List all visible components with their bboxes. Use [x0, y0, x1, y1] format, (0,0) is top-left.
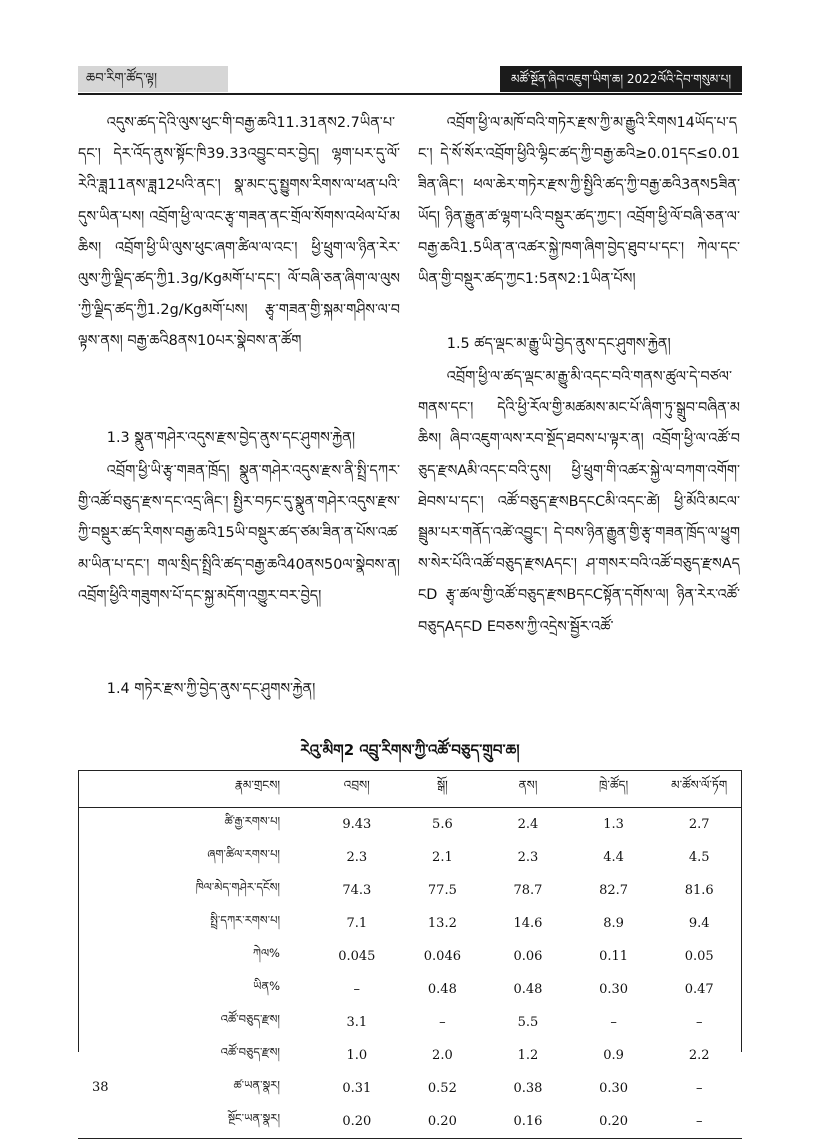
- section-title: ཆབ་རིག་ཚོད་ལྟ།: [78, 66, 228, 92]
- table-border-left: [78, 770, 79, 1052]
- table-row: [78, 841, 742, 874]
- row-label: སྔོང་ཡན་སྣར།: [78, 1105, 314, 1139]
- table-row: [78, 973, 742, 1006]
- table-cell: 5.5: [517, 1015, 539, 1030]
- table-cell: 0.11: [599, 949, 629, 964]
- column-header: སྒོ།: [400, 771, 486, 808]
- table-cell: 4.5: [688, 850, 710, 865]
- table-row: [78, 1105, 742, 1139]
- column-header: མ་ཚོས་ལོ་ཏོག: [656, 771, 742, 808]
- table-cell: –: [656, 1105, 742, 1139]
- table-cell: 2.2: [688, 1048, 710, 1063]
- table-row: [78, 1039, 742, 1072]
- table-cell: 13.2: [427, 916, 457, 931]
- table-row: [78, 940, 742, 973]
- table-cell: –: [439, 1015, 446, 1030]
- table-cell: 1.0: [346, 1048, 368, 1063]
- table-cell: 5.6: [432, 817, 453, 832]
- row-label: འཚོ་བཅུད་རྫས།: [220, 1012, 280, 1026]
- table-cell: 0.48: [513, 982, 543, 997]
- table-cell: 1.3: [603, 817, 624, 832]
- table-cell: 9.4: [688, 916, 710, 931]
- page-number: 38: [92, 1080, 109, 1095]
- section-heading: 1.5 ཚད་ལྡང་མ་རྒྱུ་ཡི་བྱེད་ནུས་དང་ཤུགས་རྐྱེན།: [446, 336, 671, 352]
- left-column: [78, 108, 400, 706]
- table-cell: 0.20: [314, 1105, 400, 1139]
- table-cell: 2.1: [432, 850, 453, 865]
- row-label: ཁིལ་མེད་གཤེར་དངོས།: [195, 880, 280, 894]
- table-cell: 77.5: [427, 883, 457, 898]
- table-cell: 9.43: [342, 817, 372, 832]
- paragraph: འདུས་ཚད་དེའི་ལུས་ཕུང་གི་བརྒྱ་ཆའི11.31ནས2.7ཡིན་པ་དང་། དེར་འོད་ནུས་སྟོང་ཁི39.33འབྱུང་བར་བྱེད། ལྷག་པར་དུ་ལོ་རེའི་ཟླ11ནས་ཟླ12པའི་ནང་། སྣ་མང་དུ་སྤྱུགས་རིགས་ལ་ཕན་པའི་དུས་ཡིན་པས། འབྲོག་ཕྱི་ལ་འང་རྩྭ་གཟན་ནང་གྲོལ་སོགས་འཕེལ་པོ་མཆིས། འབྲོག་ཕྱི་ཡི་ལུས་ཕུང་ཞག་ཚིལ་ལ་འང་། ཕྱི་ཕྲུག་ལ་ཉིན་རེར་ལུས་ཀྱི་ལྗིད་ཚད་ཀྱི1.3g/Kgམགོ་པ་དང་། ལོ་བཞི་ཅན་ཞིག་ལ་ལུས་ཀྱི་ལྗིད་ཚད་ཀྱི1.2g/Kgམགོ་པས། རྩྭ་གཟན་གྱི་སྐམ་གཤིས་ལ་བལྟས་ནས། བརྒྱ་ཆའི8ནས10པར་སྣེབས་ན་ཚོག: [78, 115, 400, 350]
- table-cell: 14.6: [513, 916, 543, 931]
- table-cell: 1.2: [517, 1048, 539, 1063]
- row-label: ཀེལ%: [252, 946, 280, 960]
- table-cell: 81.6: [684, 883, 714, 898]
- running-header: [78, 66, 742, 96]
- table-cell: 0.30: [599, 1081, 629, 1096]
- column-header: འབྲས།: [314, 771, 400, 808]
- right-column: [418, 108, 740, 706]
- table-cell: 0.06: [513, 949, 543, 964]
- table-row: [78, 1006, 742, 1039]
- table-cell: –: [695, 1015, 703, 1030]
- table-row: [78, 808, 742, 842]
- table-cell: 0.05: [684, 949, 714, 964]
- table-border-right: [741, 770, 742, 1052]
- table-row: [78, 874, 742, 907]
- table-cell: 0.52: [427, 1081, 457, 1096]
- nutrition-table: [78, 770, 742, 1139]
- table-cell: 0.48: [427, 982, 457, 997]
- table-cell: 2.3: [517, 850, 539, 865]
- column-header: རྣམ་གྲངས།: [78, 771, 314, 808]
- table-cell: 0.046: [423, 949, 461, 964]
- section-heading: 1.3 སྣུན་གཤེར་འདུས་རྫས་བྱེད་ནུས་དང་ཤུགས་རྐྱེན།: [106, 430, 356, 446]
- table-cell: 0.30: [599, 982, 629, 997]
- row-label: འཚོ་བཅུད་རྫས།: [220, 1045, 280, 1059]
- table-cell: 0.16: [485, 1105, 571, 1139]
- table-cell: –: [353, 982, 361, 997]
- header-rule: [78, 93, 742, 95]
- table-cell: 78.7: [513, 883, 543, 898]
- table-cell: 4.4: [603, 850, 624, 865]
- row-label: ཚ་ཡན་སྣར།: [233, 1078, 280, 1092]
- table-cell: 0.38: [513, 1081, 543, 1096]
- table-cell: –: [610, 1015, 617, 1030]
- column-header: ཁྲེ་ཚོད།: [571, 771, 657, 808]
- table-cell: 0.9: [603, 1048, 624, 1063]
- table-cell: 82.7: [599, 883, 629, 898]
- table-row: [78, 1072, 742, 1105]
- column-header: ནས།: [485, 771, 571, 808]
- table-cell: 2.7: [688, 817, 710, 832]
- table-cell: –: [695, 1081, 703, 1096]
- table-title: རེའུ་མིག2 འབྲུ་རིགས་ཀྱི་འཚོ་བཅུད་གྲུབ་ཆ།: [300, 741, 520, 759]
- table-cell: 3.1: [346, 1015, 368, 1030]
- section-heading: 1.4 གཏེར་རྫས་ཀྱི་བྱེད་ནུས་དང་ཤུགས་རྐྱེན།: [106, 681, 316, 697]
- table-cell: 0.20: [400, 1105, 486, 1139]
- table-cell: 8.9: [603, 916, 624, 931]
- table-cell: 2.0: [432, 1048, 453, 1063]
- table-cell: 0.045: [338, 949, 376, 964]
- table-header-row: [78, 771, 742, 808]
- table-row: [78, 907, 742, 940]
- journal-title: མཚོ་སྔོན་ཞིབ་འཇུག་ཡིག་ཆ། 2022ལོའི་དེབ་གསུམ་པ།: [500, 66, 742, 92]
- table-cell: 2.4: [517, 817, 539, 832]
- table-cell: 0.20: [571, 1105, 657, 1139]
- paragraph: འབྲོག་ཕྱི་ལ་ཚད་ལྡང་མ་རྒྱུ་མི་འདང་བའི་གནས་ཚུལ་དེ་བཙལ་གནས་དང་། དེའི་ཕྱི་རོལ་གྱི་མཚམས་མང་པོ་ཞིག་ཏུ་སྒྲུབ་བཞིན་མཆིས། ཞིབ་འཇུག་ལས་རབ་སྔོད་ཐབས་པ་ལྟར་ན། འབྲོག་ཕྱི་ལ་འཚོ་བཅུད་རྫསAམི་འདང་བའི་དུས། ཕྱི་ཕྲུག་གི་འཚར་སྐྱེ་ལ་བཀག་འགོག་ཐེབས་པ་དང་། འཚོ་བཅུད་རྫསBདངCམི་འདང་ཚེ། ཕྱི་མོའི་མངལ་སྦྲུམ་པར་གནོད་འཚེ་འབྱུང་། དེ་བས་ཉིན་རྒྱུན་གྱི་རྩྭ་གཟན་ཁྲོད་ལ་ཕྱུགས་སེར་པོའི་འཚོ་བཅུད་རྫསAདང་། ཤ་གསར་བའི་འཚོ་བཅུད་རྫསAདངD རྩྭ་ཚལ་གྱི་འཚོ་བཅུད་རྫསBདངCསྟོན་དགོས་ལ། ཉིན་རེར་འཚོ་བཅུདAདངD Eབཅས་ཀྱི་འདྲེས་སྦྱོར་འཚོ་: [418, 369, 740, 635]
- paragraph: འབྲོག་ཕྱི་ལ་མཁོ་བའི་གཏེར་རྫས་ཀྱི་མ་རྒྱུའི་རིགས14ཡོད་པ་དང་། དེ་སོ་སོར་འབྲོག་ཕྱིའི་ལྷིང་ཚད་ཀྱི་བརྒྱ་ཆའི≥0.01དང≤0.01ཟིན་ཞིང་། ཕལ་ཆེར་གཏེར་རྫས་ཀྱི་སྤྱིའི་ཚད་ཀྱི་བརྒྱ་ཆའི3ནས5ཟིན་ཡོད། ཉིན་རྒྱུན་ཚ་ལྷག་པའི་བསྡུར་ཚད་ཀྱང་། འབྲོག་ཕྱི་ལོ་བཞི་ཅན་ལ་བརྒྱ་ཆའི1.5ཡིན་ན་འཚར་སྐྱེ་ཁག་ཞིག་བྱེད་ཐུབ་པ་དང་། ཀེལ་དང་ཡིན་གྱི་བསྡུར་ཚད་ཀྱང1:5ནས2:1ཡིན་པོས།: [418, 115, 740, 288]
- table-cell: 0.47: [684, 982, 714, 997]
- table-cell: 2.3: [346, 850, 368, 865]
- row-label: ཡིན%: [253, 979, 280, 993]
- row-label: ཚི་རྒྱ་རགས་པ།: [224, 814, 280, 828]
- table-cell: 0.31: [342, 1081, 372, 1096]
- table-cell: 7.1: [346, 916, 368, 931]
- row-label: སྤྲི་དཀར་རགས་པ།: [210, 913, 280, 927]
- table-cell: 74.3: [342, 883, 372, 898]
- row-label: ཞག་ཚིལ་རགས་པ།: [207, 847, 280, 861]
- paragraph: འབྲོག་ཕྱི་ཡི་རྩྭ་གཟན་ཁྲོད། སྣུན་གཤེར་འདུས་རྫས་ནི་སྤྲི་དཀར་གྱི་འཚོ་བཅུད་རྫས་དང་འདྲ་ཞིང་། སྤྱིར་བཏང་དུ་སྣུན་གཤེར་འདུས་རྫས་ཀྱི་བསྡུར་ཚད་རིགས་བརྒྱ་ཆའི15ཡི་བསྡུར་ཚད་ཙམ་ཟིན་ན་པོས་འཚམ་ཡིན་པ་དང་། གལ་སྲིད་སྤྲིའི་ཚད་བརྒྱ་ཆའི40ནས50ལ་སྣེབས་ན། འབྲོག་ཕྱིའི་གཟུགས་པོ་དང་སྐྱ་མདོག་འགྱུར་བར་བྱེད།: [78, 463, 400, 604]
